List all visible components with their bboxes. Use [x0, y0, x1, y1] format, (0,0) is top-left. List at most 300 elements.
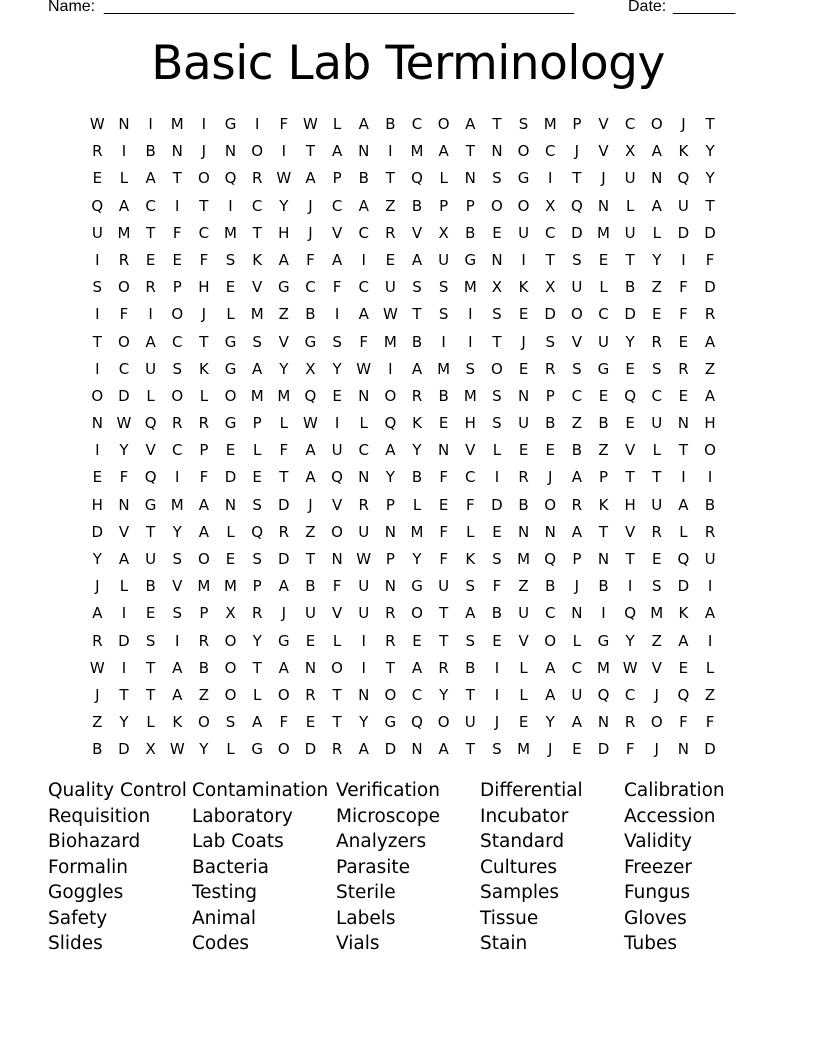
grid-letter: S: [225, 713, 236, 732]
grid-letter: W: [169, 740, 185, 759]
grid-letter: J: [654, 685, 659, 704]
grid-letter: N: [544, 522, 556, 541]
grid-letter: U: [651, 414, 663, 433]
grid-letter: T: [252, 223, 262, 242]
grid-letter: T: [465, 740, 475, 759]
grid-row: [84, 167, 723, 194]
grid-letter: N: [411, 740, 423, 759]
grid-letter: M: [224, 223, 237, 242]
grid-letter: M: [410, 142, 424, 161]
grid-letter: A: [252, 359, 263, 378]
grid-letter: C: [411, 115, 423, 133]
grid-letter: R: [411, 386, 423, 405]
grid-letter: K: [518, 278, 529, 297]
grid-letter: B: [411, 332, 423, 351]
grid-letter: T: [332, 713, 342, 732]
grid-letter: N: [438, 441, 450, 460]
grid-letter: R: [92, 631, 103, 650]
grid-letter: Z: [704, 685, 716, 704]
grid-letter: O: [277, 685, 290, 704]
grid-letter: N: [171, 142, 183, 161]
grid-letter: E: [225, 441, 236, 460]
date-label: Date:: [628, 0, 667, 15]
grid-letter: L: [252, 441, 262, 460]
grid-row: [84, 494, 723, 521]
grid-letter: M: [597, 658, 610, 677]
grid-letter: I: [681, 468, 686, 487]
grid-letter: G: [224, 332, 237, 351]
grid-letter: X: [545, 196, 556, 215]
grid-row: [84, 738, 723, 765]
grid-letter: I: [95, 441, 100, 460]
grid-letter: T: [492, 115, 502, 133]
grid-row: [84, 602, 723, 629]
grid-letter: V: [118, 522, 130, 541]
grid-letter: E: [145, 250, 156, 269]
grid-letter: B: [385, 115, 396, 133]
grid-letter: E: [252, 468, 262, 487]
grid-letter: T: [279, 468, 289, 487]
grid-letter: A: [358, 305, 369, 324]
grid-letter: I: [361, 631, 366, 650]
grid-letter: J: [547, 740, 553, 759]
grid-letter: T: [199, 332, 209, 351]
grid-letter: U: [358, 577, 370, 596]
grid-letter: I: [707, 577, 713, 596]
grid-letter: L: [519, 685, 528, 704]
word-bank-item: Biohazard: [48, 831, 141, 852]
grid-letter: T: [305, 142, 316, 161]
grid-letter: Y: [545, 713, 555, 732]
grid-letter: F: [439, 468, 448, 487]
grid-letter: B: [145, 577, 156, 596]
grid-letter: S: [492, 550, 502, 568]
grid-letter: L: [492, 441, 502, 460]
grid-letter: L: [332, 115, 342, 133]
grid-letter: S: [252, 550, 262, 568]
grid-letter: A: [358, 115, 369, 133]
grid-letter: T: [119, 685, 129, 704]
grid-letter: Y: [705, 169, 715, 188]
grid-letter: P: [199, 441, 209, 460]
grid-letter: J: [494, 713, 500, 732]
grid-letter: C: [624, 685, 636, 704]
grid-letter: T: [252, 658, 262, 677]
grid-letter: A: [252, 713, 263, 732]
grid-letter: C: [571, 386, 583, 405]
grid-row: [84, 140, 723, 167]
grid-letter: I: [121, 658, 127, 677]
grid-letter: Y: [199, 740, 209, 759]
grid-letter: E: [438, 495, 449, 514]
grid-letter: O: [437, 115, 450, 133]
grid-letter: T: [172, 169, 182, 188]
grid-letter: I: [494, 468, 500, 487]
grid-letter: A: [172, 685, 183, 704]
word-bank-item: Testing: [192, 882, 258, 903]
grid-letter: D: [224, 468, 237, 487]
grid-letter: P: [332, 169, 342, 188]
grid-letter: C: [571, 658, 583, 677]
grid-letter: A: [198, 495, 210, 514]
grid-letter: I: [281, 142, 287, 161]
grid-letter: A: [411, 359, 423, 378]
grid-letter: K: [198, 359, 209, 378]
grid-letter: C: [624, 115, 636, 133]
grid-letter: E: [652, 305, 662, 324]
grid-row: [84, 249, 723, 276]
grid-letter: K: [412, 414, 422, 433]
grid-letter: Y: [412, 441, 422, 460]
grid-letter: M: [383, 332, 397, 351]
word-bank-item: Incubator: [480, 805, 569, 827]
grid-letter: N: [358, 142, 370, 161]
grid-letter: G: [277, 278, 290, 297]
grid-letter: F: [492, 577, 502, 596]
grid-letter: T: [492, 332, 502, 351]
grid-letter: C: [172, 332, 183, 351]
grid-letter: U: [624, 169, 636, 188]
grid-letter: O: [197, 713, 210, 732]
grid-letter: F: [119, 468, 129, 487]
grid-letter: Z: [518, 577, 529, 596]
grid-letter: W: [116, 414, 132, 433]
word-bank-item: Animal: [192, 907, 257, 929]
grid-letter: O: [224, 386, 237, 405]
grid-letter: K: [465, 550, 476, 568]
grid-letter: I: [95, 250, 100, 269]
grid-letter: H: [464, 414, 476, 433]
grid-letter: U: [91, 223, 103, 242]
grid-letter: M: [197, 577, 211, 596]
grid-row: [84, 630, 723, 657]
grid-letter: R: [278, 522, 290, 541]
grid-letter: I: [175, 631, 180, 650]
grid-letter: A: [331, 250, 343, 269]
grid-letter: J: [521, 332, 526, 351]
grid-row: [84, 331, 723, 358]
grid-row: [84, 358, 723, 385]
grid-letter: T: [652, 468, 662, 487]
grid-letter: A: [331, 142, 343, 161]
grid-letter: E: [598, 250, 609, 269]
grid-letter: E: [518, 305, 529, 324]
grid-row: [84, 521, 723, 548]
grid-letter: G: [597, 631, 610, 650]
word-bank-item: Gloves: [624, 907, 687, 929]
grid-letter: Q: [677, 685, 690, 704]
grid-letter: P: [465, 196, 475, 215]
grid-letter: F: [279, 115, 289, 133]
grid-letter: T: [439, 631, 449, 650]
grid-letter: A: [704, 332, 716, 351]
grid-letter: J: [308, 223, 313, 242]
grid-letter: O: [224, 658, 237, 677]
grid-letter: L: [652, 223, 661, 242]
grid-letter: S: [438, 278, 449, 297]
grid-letter: M: [650, 604, 664, 623]
grid-letter: I: [228, 196, 233, 215]
grid-letter: O: [517, 142, 530, 161]
grid-letter: B: [305, 577, 316, 596]
grid-row: [84, 684, 723, 711]
grid-letter: V: [278, 332, 289, 351]
grid-letter: E: [172, 250, 182, 269]
grid-letter: E: [145, 604, 156, 623]
grid-letter: E: [572, 740, 582, 759]
grid-letter: G: [597, 359, 610, 378]
grid-letter: T: [146, 223, 156, 242]
grid-letter: V: [625, 441, 636, 460]
grid-letter: G: [304, 332, 317, 351]
grid-letter: R: [198, 631, 210, 650]
grid-letter: A: [571, 468, 582, 487]
grid-letter: C: [544, 142, 556, 161]
grid-letter: A: [651, 142, 662, 161]
grid-letter: F: [439, 522, 448, 541]
grid-letter: I: [707, 631, 713, 650]
grid-letter: Q: [144, 468, 157, 487]
grid-letter: K: [252, 250, 263, 269]
grid-letter: C: [305, 278, 316, 297]
grid-letter: Z: [198, 685, 210, 704]
grid-letter: M: [517, 740, 531, 759]
grid-letter: M: [250, 305, 264, 324]
grid-letter: R: [678, 359, 689, 378]
grid-letter: R: [198, 414, 210, 433]
grid-letter: J: [95, 685, 100, 704]
name-line: ______________________________________________________: [104, 0, 574, 15]
grid-letter: M: [410, 522, 424, 541]
grid-row: [84, 548, 723, 575]
grid-letter: A: [678, 631, 689, 650]
grid-letter: B: [411, 196, 423, 215]
grid-letter: F: [679, 713, 688, 732]
grid-letter: H: [91, 495, 103, 514]
word-bank-item: Validity: [624, 831, 692, 852]
grid-letter: F: [172, 223, 182, 242]
header: [48, 0, 748, 20]
grid-letter: S: [252, 332, 262, 351]
grid-letter: J: [681, 115, 686, 133]
grid-letter: C: [358, 278, 369, 297]
grid-letter: M: [463, 386, 477, 405]
grid-letter: D: [278, 550, 290, 568]
grid-letter: X: [491, 278, 503, 297]
grid-letter: A: [305, 468, 316, 487]
grid-letter: O: [491, 359, 503, 378]
grid-letter: M: [597, 223, 610, 242]
grid-letter: O: [197, 169, 210, 188]
grid-letter: E: [492, 631, 502, 650]
grid-letter: L: [226, 740, 235, 759]
grid-letter: W: [89, 658, 105, 677]
grid-letter: G: [517, 169, 530, 188]
grid-letter: S: [172, 550, 182, 568]
grid-letter: S: [492, 386, 502, 405]
grid-letter: B: [571, 441, 582, 460]
grid-letter: B: [598, 414, 609, 433]
grid-row: [84, 303, 723, 330]
grid-letter: R: [172, 414, 183, 433]
grid-letter: D: [704, 223, 716, 242]
grid-letter: A: [571, 522, 582, 541]
word-bank-item: Lab Coats: [192, 831, 284, 852]
grid-letter: P: [545, 386, 555, 405]
grid-letter: S: [492, 414, 502, 433]
grid-letter: Q: [677, 550, 690, 568]
grid-letter: T: [598, 522, 609, 541]
grid-letter: O: [570, 305, 583, 324]
grid-letter: E: [518, 441, 529, 460]
grid-letter: Y: [279, 196, 289, 215]
grid-letter: C: [358, 441, 369, 460]
grid-letter: L: [252, 685, 262, 704]
grid-letter: T: [332, 685, 342, 704]
grid-letter: E: [678, 386, 689, 405]
grid-letter: W: [622, 658, 638, 677]
grid-letter: Y: [652, 250, 662, 269]
grid-letter: L: [359, 414, 368, 433]
grid-letter: X: [225, 604, 236, 623]
grid-letter: M: [117, 223, 131, 242]
grid-letter: R: [651, 522, 662, 541]
grid-letter: E: [545, 441, 555, 460]
grid-letter: W: [356, 550, 372, 568]
grid-letter: L: [146, 386, 155, 405]
grid-letter: I: [681, 250, 686, 269]
grid-letter: I: [254, 115, 260, 133]
grid-letter: J: [201, 142, 207, 161]
grid-letter: N: [517, 522, 530, 541]
grid-letter: T: [146, 685, 156, 704]
grid-letter: Q: [411, 169, 423, 188]
grid-letter: D: [118, 386, 130, 405]
grid-letter: E: [92, 169, 103, 188]
grid-letter: O: [384, 685, 397, 704]
grid-letter: M: [170, 495, 184, 514]
grid-letter: W: [276, 169, 292, 188]
grid-letter: V: [172, 577, 183, 596]
grid-letter: G: [224, 414, 237, 433]
grid-letter: N: [358, 685, 370, 704]
grid-letter: T: [385, 169, 395, 188]
grid-letter: T: [146, 522, 156, 541]
grid-letter: A: [145, 332, 156, 351]
word-bank-item: Verification: [336, 780, 440, 801]
grid-letter: F: [359, 332, 369, 351]
grid-letter: K: [172, 713, 183, 732]
word-bank-item: Freezer: [624, 856, 692, 878]
grid-letter: J: [601, 169, 606, 188]
grid-letter: A: [571, 713, 582, 732]
grid-letter: U: [438, 577, 450, 596]
grid-letter: L: [599, 278, 608, 297]
grid-letter: G: [384, 713, 397, 732]
grid-letter: E: [518, 713, 529, 732]
grid-letter: U: [145, 550, 157, 568]
grid-letter: T: [705, 115, 715, 133]
grid-letter: B: [411, 468, 423, 487]
word-bank-item: Goggles: [48, 882, 124, 903]
grid-letter: F: [705, 713, 715, 732]
grid-letter: I: [121, 604, 127, 623]
grid-letter: U: [438, 250, 450, 269]
grid-letter: T: [572, 169, 582, 188]
grid-letter: E: [492, 522, 502, 541]
word-bank-item: Stain: [480, 933, 528, 954]
grid-letter: C: [465, 468, 476, 487]
grid-letter: T: [412, 305, 422, 324]
grid-letter: U: [598, 332, 609, 351]
grid-letter: R: [704, 522, 716, 541]
grid-letter: I: [334, 414, 340, 433]
grid-letter: O: [704, 441, 716, 460]
grid-letter: Y: [359, 713, 369, 732]
grid-letter: R: [305, 685, 316, 704]
grid-letter: E: [678, 658, 689, 677]
grid-letter: A: [145, 169, 156, 188]
grid-letter: P: [439, 196, 449, 215]
grid-letter: L: [119, 577, 129, 596]
grid-row: [84, 276, 723, 303]
grid-letter: N: [304, 658, 317, 677]
grid-letter: E: [438, 414, 449, 433]
grid-letter: M: [250, 386, 264, 405]
grid-letter: N: [491, 142, 503, 161]
grid-letter: D: [704, 278, 716, 297]
grid-letter: Y: [279, 359, 289, 378]
date-line: _______: [673, 0, 736, 15]
grid-letter: Q: [544, 550, 557, 568]
grid-letter: A: [678, 495, 689, 514]
grid-letter: F: [679, 278, 688, 297]
grid-letter: Y: [705, 142, 715, 161]
grid-letter: P: [598, 468, 609, 487]
grid-letter: N: [597, 713, 610, 732]
grid-letter: O: [411, 604, 423, 623]
grid-letter: Y: [332, 359, 342, 378]
grid-letter: B: [145, 142, 156, 161]
word-bank-item: Analyzers: [336, 831, 427, 852]
grid-letter: L: [226, 305, 235, 324]
grid-letter: V: [331, 604, 343, 623]
grid-letter: P: [252, 577, 262, 596]
grid-letter: A: [704, 604, 716, 623]
grid-letter: C: [198, 223, 210, 242]
grid-letter: I: [361, 250, 366, 269]
word-bank-item: Laboratory: [192, 805, 293, 827]
grid-letter: N: [597, 196, 610, 215]
grid-letter: N: [651, 169, 663, 188]
grid-letter: I: [468, 332, 473, 351]
grid-letter: C: [544, 223, 556, 242]
grid-letter: Y: [172, 522, 182, 541]
grid-letter: M: [277, 386, 291, 405]
grid-letter: N: [571, 604, 583, 623]
grid-letter: I: [388, 142, 393, 161]
grid-letter: P: [572, 115, 582, 133]
grid-letter: I: [148, 115, 153, 133]
grid-letter: N: [358, 468, 370, 487]
grid-letter: D: [597, 740, 610, 759]
grid-letter: S: [465, 359, 476, 378]
grid-letter: L: [572, 631, 582, 650]
grid-letter: W: [356, 359, 372, 378]
grid-letter: N: [331, 550, 343, 568]
grid-letter: W: [303, 115, 318, 133]
word-bank-item: Labels: [336, 907, 396, 929]
